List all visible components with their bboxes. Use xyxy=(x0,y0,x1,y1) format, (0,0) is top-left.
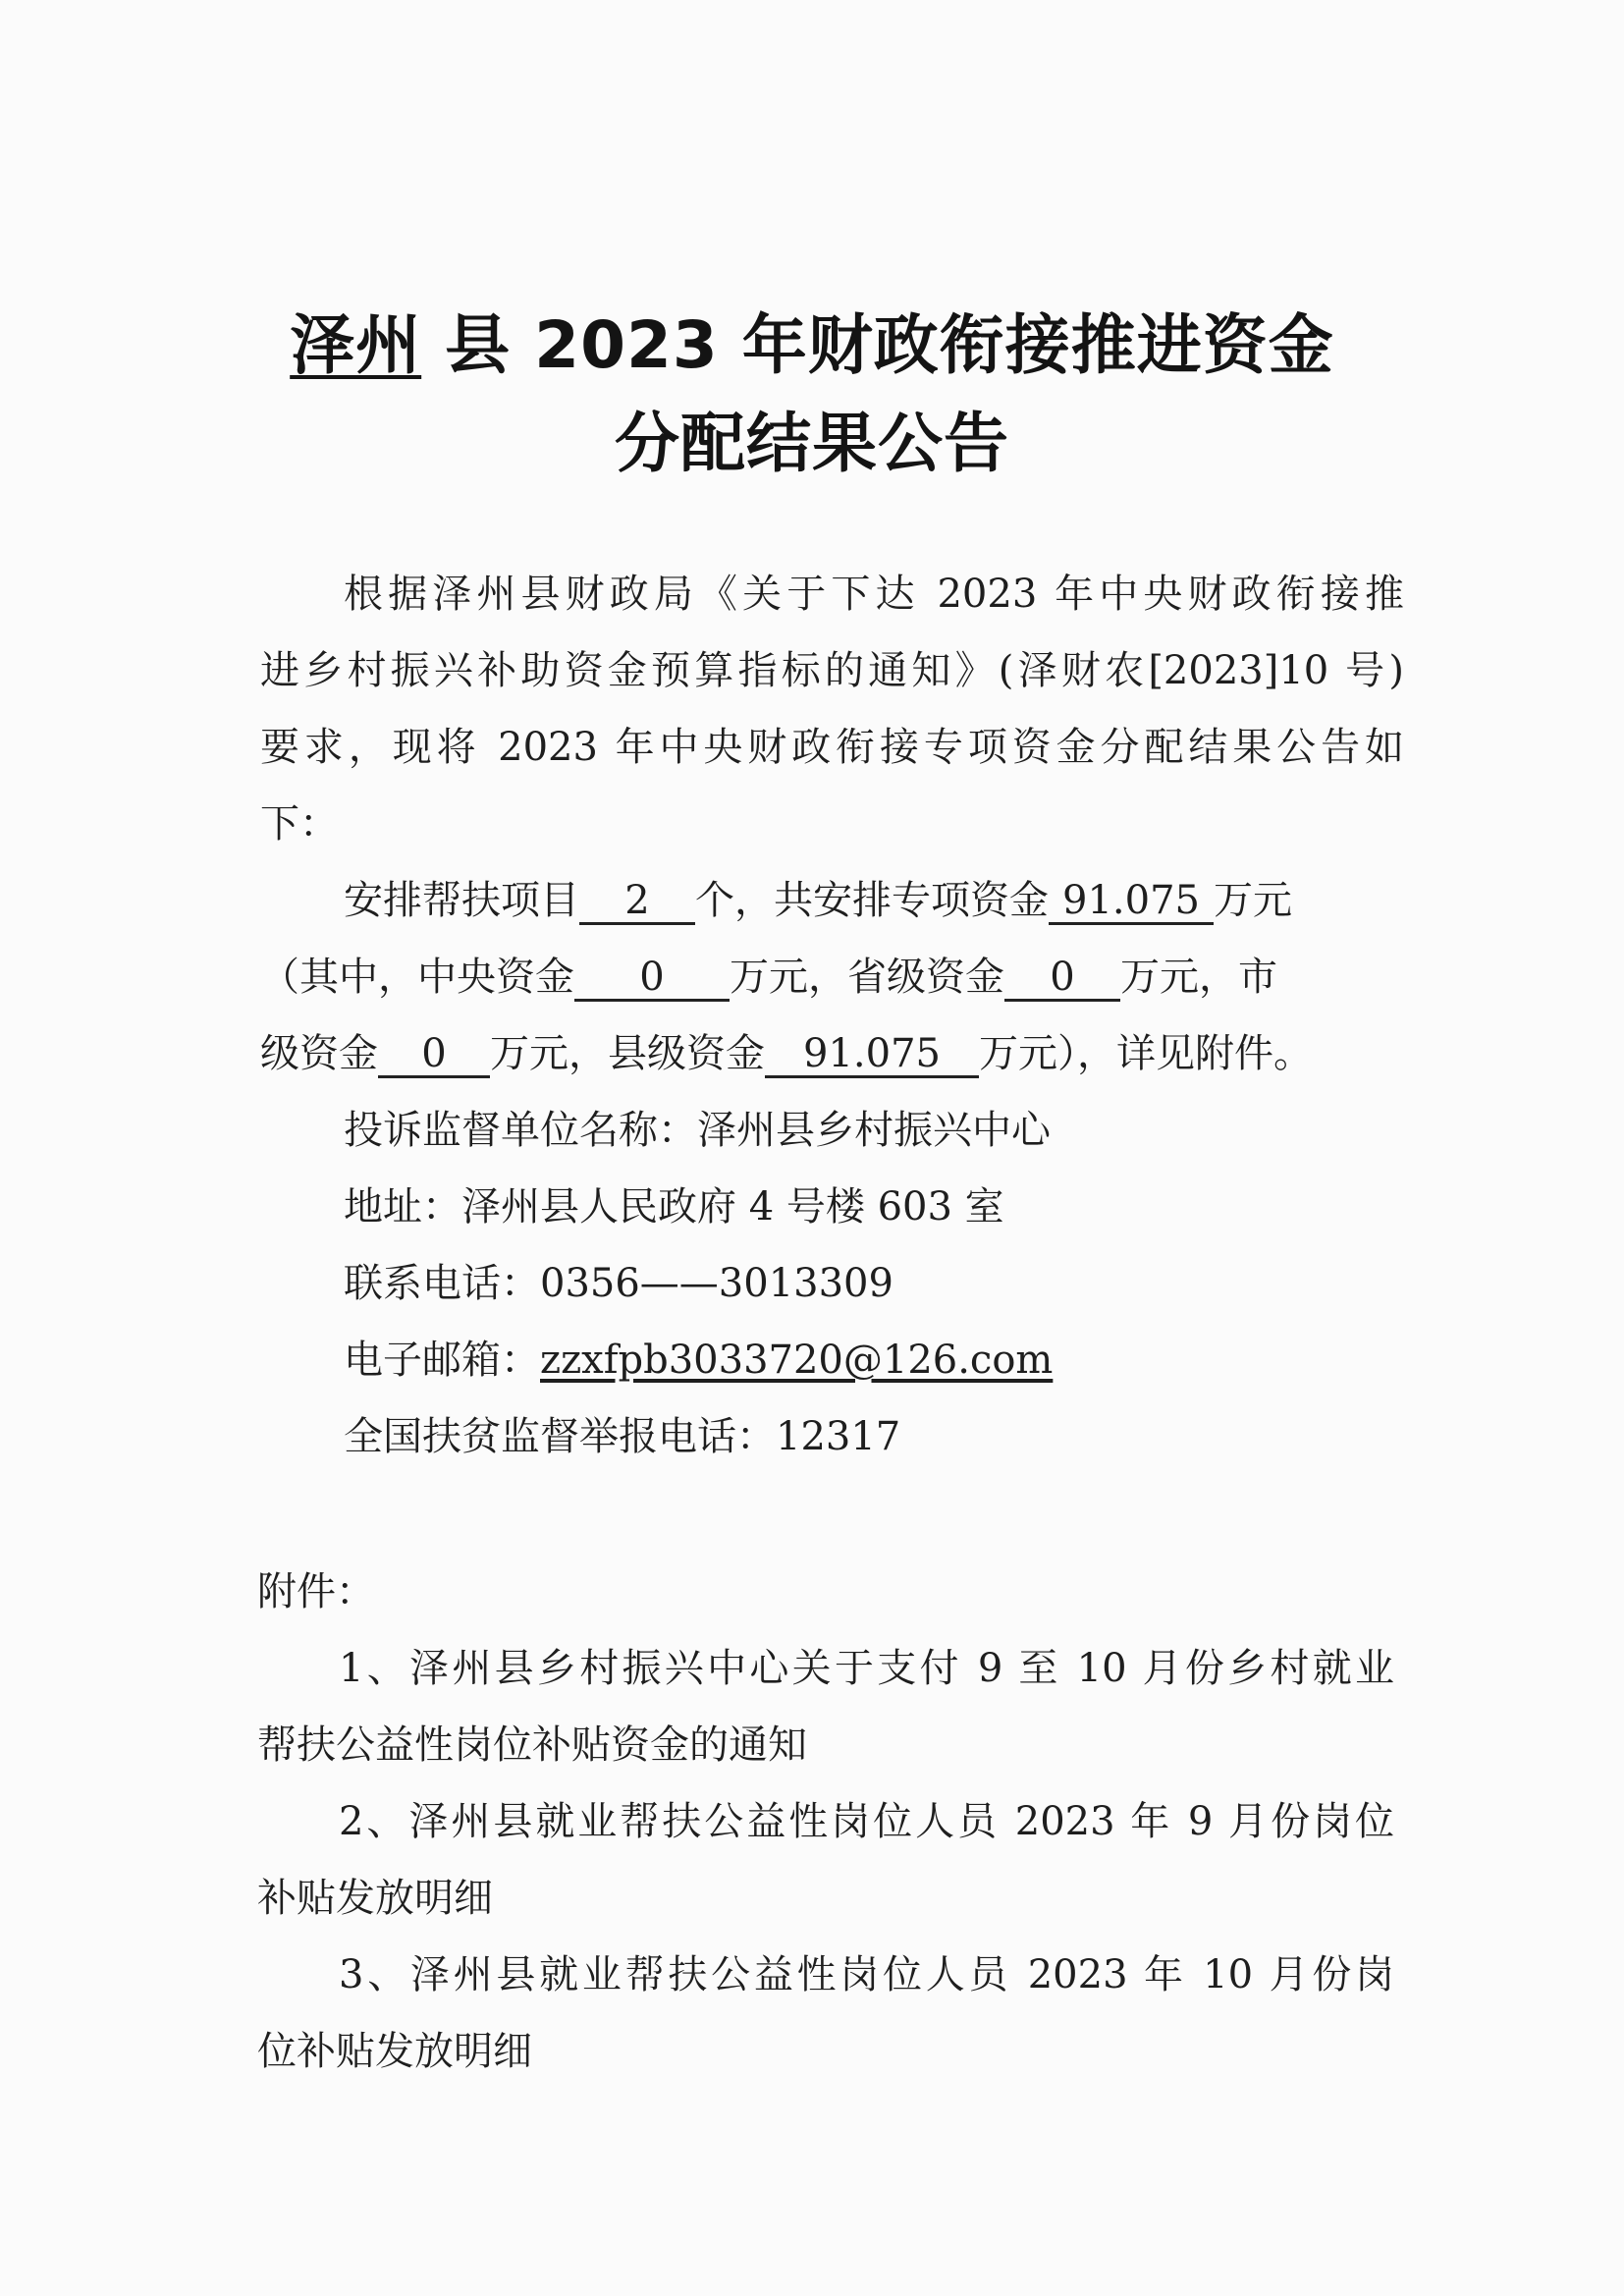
title-county: 泽州 xyxy=(290,307,422,383)
phone-label: 联系电话： xyxy=(344,1261,540,1306)
funding-line-1 xyxy=(344,876,1404,925)
funding-text-c: 万元 xyxy=(1214,878,1292,923)
funding-text-h: 万元，县级资金 xyxy=(490,1031,765,1076)
funding-text-i: 万元），详见附件。 xyxy=(979,1031,1313,1076)
para1-line-4: 下： xyxy=(260,801,339,847)
funding-line-3 xyxy=(260,1029,1404,1078)
title-line-1 xyxy=(0,293,1624,386)
funding-text-f: 万元，市 xyxy=(1120,955,1277,1000)
attachment-2-line-1: 2、泽州县就业帮扶公益性岗位人员 2023 年 9 月份岗位 xyxy=(339,1799,1394,1844)
para1-line-2: 进乡村振兴补助资金预算指标的通知》(泽财农[2023]10 号) xyxy=(260,648,1404,693)
phone-value: 0356——3013309 xyxy=(540,1261,893,1306)
attachment-1-line-2: 帮扶公益性岗位补贴资金的通知 xyxy=(257,1722,807,1768)
funding-text-g: 级资金 xyxy=(260,1031,378,1076)
address-label: 地址： xyxy=(344,1184,461,1230)
attachments-heading: 附件： xyxy=(257,1569,375,1614)
attachment-3-line-2: 位补贴发放明细 xyxy=(257,2029,532,2074)
provincial-funds: 0 xyxy=(1004,956,1120,1002)
supervisor-value: 泽州县乡村振兴中心 xyxy=(697,1108,1051,1153)
county-funds: 91.075 xyxy=(765,1032,979,1078)
projects-count: 2 xyxy=(579,879,695,925)
address-value: 泽州县人民政府 4 号楼 603 室 xyxy=(461,1184,1004,1230)
title-line-1-rest: 县 2023 年财政衔接推进资金 xyxy=(421,307,1334,383)
title-line-2: 分配结果公告 xyxy=(615,406,1009,481)
email-label: 电子邮箱： xyxy=(344,1338,540,1383)
attachment-2-line-2: 补贴发放明细 xyxy=(257,1876,493,1921)
attachment-3-line-1: 3、泽州县就业帮扶公益性岗位人员 2023 年 10 月份岗 xyxy=(339,1952,1394,1997)
attachment-1-line-1: 1、泽州县乡村振兴中心关于支付 9 至 10 月份乡村就业 xyxy=(339,1646,1394,1691)
funding-text-e: 万元，省级资金 xyxy=(730,955,1004,1000)
hotline-label: 全国扶贫监督举报电话： xyxy=(344,1414,776,1459)
address-line xyxy=(344,1182,1004,1231)
supervisor-label: 投诉监督单位名称： xyxy=(344,1108,697,1153)
phone-line xyxy=(344,1259,893,1308)
total-funds: 91.075 xyxy=(1049,879,1214,925)
funding-line-2 xyxy=(260,953,1404,1002)
para1-line-3: 要求，现将 2023 年中央财政衔接专项资金分配结果公告如 xyxy=(260,725,1404,770)
email-link[interactable]: zzxfpb3033720@126.com xyxy=(540,1338,1054,1383)
central-funds: 0 xyxy=(574,956,730,1002)
funding-text-b: 个，共安排专项资金 xyxy=(695,878,1049,923)
para1-line-1: 根据泽州县财政局《关于下达 2023 年中央财政衔接推 xyxy=(344,572,1404,617)
hotline-line xyxy=(344,1412,900,1461)
funding-text-d: （其中，中央资金 xyxy=(260,955,574,1000)
email-line xyxy=(344,1336,1053,1385)
supervisor-line xyxy=(344,1106,1051,1155)
city-funds: 0 xyxy=(378,1032,490,1078)
funding-text-a: 安排帮扶项目 xyxy=(344,878,579,923)
hotline-value: 12317 xyxy=(776,1414,901,1459)
